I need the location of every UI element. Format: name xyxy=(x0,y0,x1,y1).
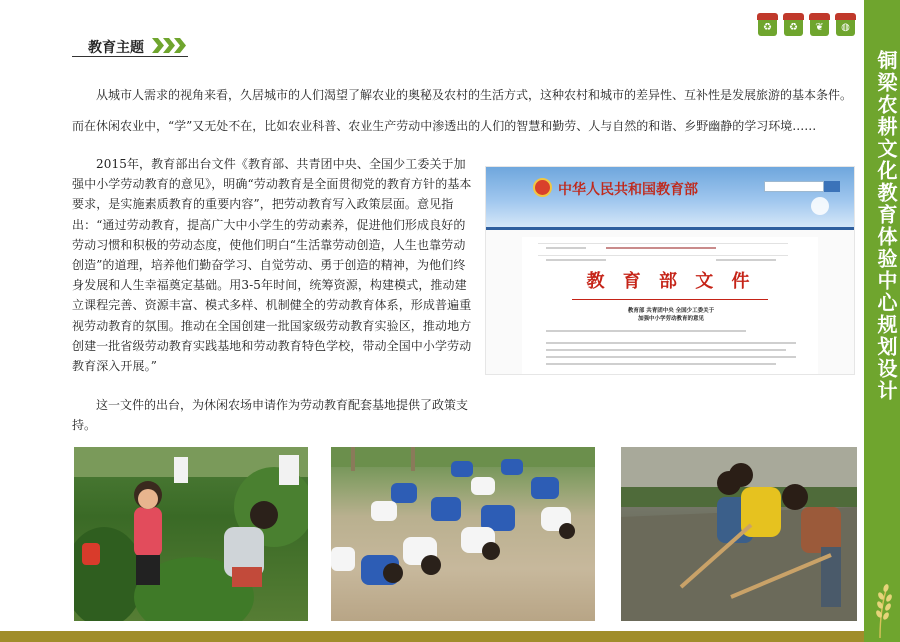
intro-line-2: 而在休闲农业中，“学”又无处不在，比如农业科普、农业生产劳动中渗透出的人们的智慧和勤劳、人与自然的和谐、乡野幽静的学习环境…… xyxy=(72,119,817,133)
globe-bin-icon: ◍ xyxy=(835,13,856,36)
national-emblem-icon xyxy=(533,178,552,197)
wheat-icon xyxy=(862,574,898,638)
photo-boys-hoeing xyxy=(621,447,857,621)
recycle-bin-icon: ♻ xyxy=(783,13,804,36)
doc-site-title: 中华人民共和国教育部 xyxy=(558,182,698,198)
doc-text-line xyxy=(546,342,796,344)
section-heading: 教育主题 xyxy=(88,40,144,56)
doc-text-line xyxy=(606,247,716,249)
policy-conclusion: 这一文件的出台，为休闲农场申请作为劳动教育配套基地提供了政策支持。 xyxy=(72,398,469,433)
heading-underline xyxy=(72,56,188,57)
doc-search-button xyxy=(824,181,840,192)
policy-paragraph: 2015年，教育部出台文件《教育部、共青团中央、全国少工委关于加强中小学劳动教育的意见》，明确“劳动教育是全面贯彻党的教育方针的基本要求，是实施素质教育的重要内容”，把劳动教育写入政策层面。意见指出：“通过劳动教育，提高广大中小学生的劳动素养，促进他们形成良好的劳动习惯和积极的劳动态度，使他们明白“生活靠劳动创造，人生也靠劳动创造”的道理，培养他们勤奋学习、自觉劳动、勇于创造的精神，为他们终身发展和人生幸福奠定基础。用3-5年时间，统筹资源，构建模式，推动建立课程完善、资源丰富、模式多样、机制健全的劳动教育体系，形成普遍重视劳动教育的氛围。推动在全国创建一批国家级劳动教育实验区，推动地方创建一批省级劳动教育实践基地和劳动教育特色学校，带动全国中小学劳动教育深入开展。” xyxy=(72,157,472,374)
doc-text-line xyxy=(716,259,776,261)
doc-text-line xyxy=(546,247,586,249)
side-title: 铜梁农耕文化教育体验中心规划设计 xyxy=(874,50,898,402)
top-icons xyxy=(757,13,856,36)
doc-text-line xyxy=(546,349,786,351)
photo-students-rice-planting xyxy=(331,447,595,621)
doc-text-line xyxy=(546,363,776,365)
bottom-bar xyxy=(0,631,864,642)
dandelion-icon xyxy=(811,197,829,215)
leaf-bin-icon: ❦ xyxy=(809,13,830,36)
doc-search-input xyxy=(764,181,824,192)
photo-children-garden xyxy=(74,447,308,621)
doc-nav-bar xyxy=(486,227,854,230)
doc-red-rule xyxy=(572,299,768,300)
doc-text-line xyxy=(546,330,746,332)
recycle-bin-icon: ♻ xyxy=(757,13,778,36)
doc-text-line xyxy=(546,259,606,261)
doc-red-title: 教 育 部 文 件 xyxy=(586,271,756,292)
ministry-document-screenshot xyxy=(485,166,855,375)
doc-text-line xyxy=(546,356,796,358)
intro-line-1: 从城市人需求的视角来看，久居城市的人们渴望了解农业的奥秘及农村的生活方式，这种农村和城市的差异性、互补性是发展旅游的基本条件。 xyxy=(96,88,853,102)
chevron-right-icon xyxy=(152,37,186,54)
doc-subtitle: 教育部 共青团中央 全国少工委关于 加强中小学劳动教育的意见 xyxy=(627,308,715,322)
